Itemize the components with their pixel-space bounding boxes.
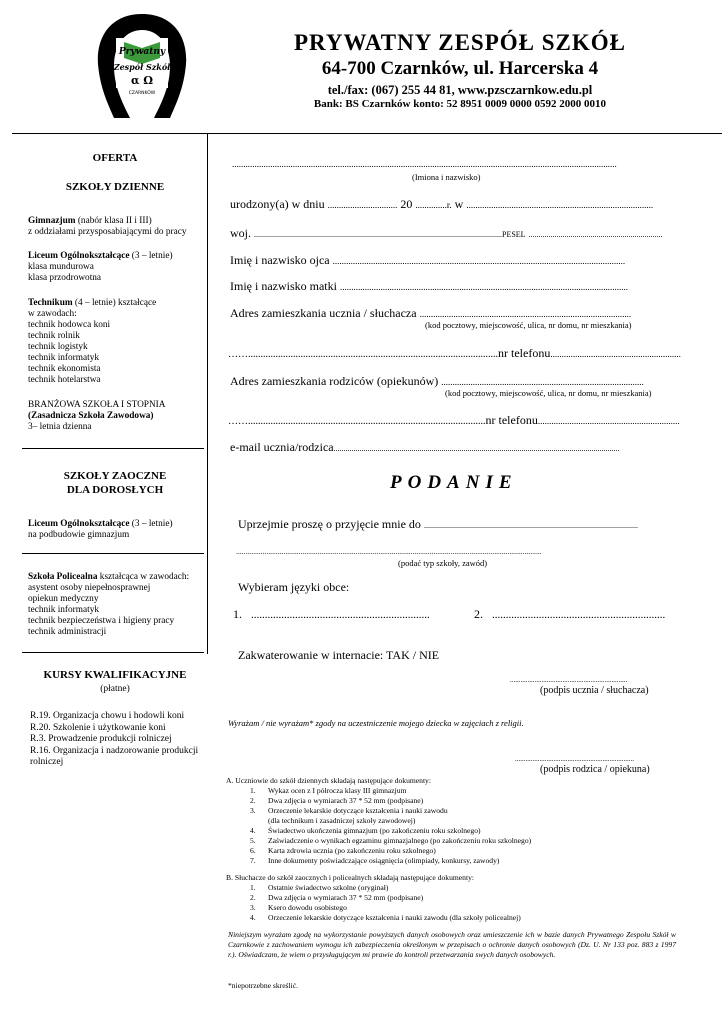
- list-item: 2. Dwa zdjęcia o wymiarach 37 * 52 mm (podpisane): [250, 796, 424, 805]
- pesel-field[interactable]: ...................................................................: [528, 230, 663, 239]
- evening-schools-heading: SZKOŁY ZAOCZNE: [63, 470, 167, 482]
- liceum-name: Liceum Ogólnokształcące: [28, 251, 130, 261]
- parents-phone-row: [228, 413, 680, 428]
- list-item: 3. Orzeczenie lekarskie dotyczące kształcenia i nauki zawodu: [250, 806, 448, 815]
- list-item: 3. Ksero dowodu osobistego: [250, 903, 347, 912]
- mother-label: Imię i nazwisko matki: [230, 279, 337, 293]
- gimnazjum-name: Gimnazjum: [28, 216, 76, 226]
- parents-address-label: Adres zamieszkania rodziców (opiekunów): [230, 374, 439, 388]
- day-schools-heading: SZKOŁY DZIENNE: [65, 181, 165, 193]
- woj-row: [230, 226, 663, 241]
- list-item: 7. Inne dokumenty poświadczające osiągnięcia (olimpiady, konkursy, zawody): [250, 856, 500, 865]
- name-hint: (Imiona i nazwisko): [412, 172, 481, 182]
- birth-year-field[interactable]: ..............r.: [415, 200, 452, 210]
- request-row: [238, 517, 638, 532]
- list-item: 1. Wykaz ocen z I półrocza klasy III gimnazjum: [250, 786, 407, 795]
- phone-label: nr telefonu: [498, 346, 551, 360]
- gimnazjum-block: Gimnazjum (nabór klasa II i III) z oddziałami przysposabiającymi do pracy: [28, 216, 187, 237]
- technikum-block: Technikum (4 – letnie) kształcące w zawodach: technik hodowca koni technik rolnik technik logistyk technik informatyk technik ekonomista technik hotelarstwa: [28, 298, 204, 386]
- sidebar-rule: [22, 448, 204, 449]
- school-logo: [92, 12, 192, 122]
- religion-consent: Wyrażam / nie wyrażam* zgody na uczestniczenie mojego dziecka w zajęciach z religii.: [228, 718, 524, 728]
- list-item: technik ekonomista: [28, 364, 101, 374]
- list-item: rolniczej: [30, 757, 64, 767]
- parents-address-line2-field[interactable]: ……...............................................................................................: [228, 416, 486, 427]
- parents-address-hint: (kod pocztowy, miejscowość, ulica, nr domu, nr mieszkania): [445, 388, 652, 398]
- documents-b-heading: B. Słuchacze do szkół zaocznych i policealnych składają następujące dokumenty:: [226, 873, 474, 882]
- student-signature-field[interactable]: ...................................................................: [510, 676, 628, 684]
- languages-label: Wybieram języki obce:: [238, 580, 350, 594]
- student-address-row: [230, 306, 631, 321]
- parents-address-row: [230, 374, 644, 389]
- courses-list: [30, 711, 206, 769]
- logo-text-zespol: Zespół Szkół: [113, 62, 171, 72]
- sidebar-rule: [22, 553, 204, 554]
- sidebar-rule: [22, 652, 204, 653]
- list-item: 2. Dwa zdjęcia o wymiarach 37 * 52 mm (podpisane): [250, 893, 424, 902]
- list-item: opiekun medyczny: [28, 594, 99, 604]
- offer-heading: OFERTA: [92, 152, 138, 164]
- list-item: 4. Orzeczenie lekarskie dotyczące kształcenia i nauki zawodu (dla szkoły policealnej): [250, 913, 521, 922]
- student-phone-row: [228, 346, 681, 361]
- school-address: 64-700 Czarnków, ul. Harcerska 4: [321, 58, 599, 79]
- list-item: 6. Karta zdrowia ucznia (po zakończeniu roku szkolnego): [250, 846, 436, 855]
- language-2-number: 2.: [474, 607, 483, 621]
- father-row: [230, 253, 625, 268]
- parent-signature-field[interactable]: ....................................................................: [515, 755, 634, 763]
- data-consent-text: Niniejszym wyrażam zgodę na wykorzystanie powyższych danych osobowych oraz umieszczenie ich w bazie danych Prywatnego Zespołu Szkół w Czarnkowie z zachowaniem wymogu ich zabezpieczenia określonym w przepisach o ochronie danych osobowych (Dz. U. Nr 133 poz. 883 z 1997 r.). Oświadczam, że wiem o przysługującym mi prawie do kontroli przetwarzania swych danych osobowych.: [228, 930, 676, 959]
- list-item: R.20. Szkolenie i użytkowanie koni: [30, 722, 166, 733]
- list-item: 4. Świadectwo ukończenia gimnazjum (po zakończeniu roku szkolnego): [250, 826, 481, 835]
- language-2-field[interactable]: ...............................................................: [492, 609, 666, 621]
- woj-label: woj.: [230, 226, 251, 240]
- sidebar-divider: [207, 134, 208, 654]
- logo-symbols: α Ω: [130, 74, 154, 87]
- technikum-name: Technikum: [28, 298, 73, 308]
- list-item: technik logistyk: [28, 342, 88, 352]
- list-item: klasa przodrowotna: [28, 273, 102, 283]
- student-address-line2-field[interactable]: ……....................................................................................................: [228, 349, 498, 360]
- list-item: technik informatyk: [28, 353, 99, 363]
- birth-row: urodzony(a) w dniu ............................... 20 ..............r. w ...................................................................................: [230, 197, 654, 211]
- list-item: technik informatyk: [28, 605, 99, 615]
- birth-date-field[interactable]: ...............................: [327, 200, 398, 210]
- liceum-zaoczne-block: Liceum Ogólnokształcące (3 – letnie) na podbudowie gimnazjum: [28, 519, 173, 540]
- documents-a-heading: A. Uczniowie do szkół dziennych składają następujące dokumenty:: [226, 776, 431, 785]
- school-contact: tel./fax: (067) 255 44 81, www.pzsczarnkow.edu.pl: [327, 83, 593, 97]
- courses-subheading: (płatne): [100, 684, 130, 694]
- student-address-label: Adres zamieszkania ucznia / słuchacza: [230, 306, 417, 320]
- mother-field[interactable]: ................................................................................................................................: [339, 282, 628, 292]
- birth-place-field[interactable]: ...................................................................................: [466, 200, 654, 210]
- name-field[interactable]: ...........................................................................................................................................................................: [232, 159, 617, 169]
- school-type-hint: (podać typ szkoły, zawód): [398, 558, 488, 568]
- list-item: R.3. Prowadzenie produkcji rolniczej: [30, 734, 172, 744]
- list-item: R.16. Organizacja i nadzorowanie produkcji: [30, 745, 199, 756]
- father-label: Imię i nazwisko ojca: [230, 253, 330, 267]
- dorm-label: Zakwaterowanie w internacie: TAK / NIE: [238, 648, 440, 662]
- birth-label: urodzony(a) w dniu: [230, 197, 325, 211]
- podanie-heading: PODANIE: [390, 472, 518, 493]
- parents-phone-field[interactable]: ...............................................................: [537, 416, 680, 426]
- list-item: technik rolnik: [28, 331, 80, 341]
- liceum-block: Liceum Ogólnokształcące (3 – letnie) klasa mundurowa klasa przodrowotna: [28, 251, 204, 284]
- list-item: technik bezpieczeństwa i higieny pracy: [28, 616, 175, 626]
- student-address-field[interactable]: ..............................................................................................: [419, 309, 632, 319]
- documents-b-list: [250, 883, 690, 923]
- language-1-number: 1.: [233, 607, 242, 621]
- list-item: technik hodowca koni: [28, 320, 111, 330]
- student-signature-hint: (podpis ucznia / słuchacza): [540, 685, 649, 696]
- student-address-hint: (kod pocztowy, miejscowość, ulica, nr domu, nr mieszkania): [425, 320, 632, 330]
- language-2-row: [474, 607, 665, 622]
- list-item: 1. Ostatnie świadectwo szkolne (oryginał): [250, 883, 389, 892]
- language-1-row: [233, 607, 430, 622]
- list-item: klasa mundurowa: [28, 262, 94, 272]
- footnote: *niepotrzebne skreślić.: [228, 981, 299, 990]
- policealna-block: Szkoła Policealna kształcąca w zawodach: asystent osoby niepełnosprawnej opiekun medyczny technik informatyk technik bezpieczeństwa i higieny pracy technik administracji: [28, 572, 204, 638]
- list-item: technik hotelarstwa: [28, 375, 101, 385]
- email-field[interactable]: ...............................................................................................................................................: [333, 444, 620, 453]
- list-item: R.19. Organizacja chowu i hodowli koni: [30, 711, 185, 721]
- student-phone-field[interactable]: ..........................................................: [550, 349, 681, 359]
- phone-label: nr telefonu: [485, 413, 538, 427]
- branzowa-block: BRANŻOWA SZKOŁA I STOPNIA (Zasadnicza Szkoła Zawodowa) 3– letnia dzienna: [28, 400, 166, 432]
- documents-a-list: [250, 786, 690, 866]
- parent-signature-hint: (podpis rodzica / opiekuna): [540, 764, 650, 775]
- school-bank-account: Bank: BS Czarnków konto: 52 8951 0009 0000 0592 2000 0010: [313, 98, 607, 110]
- mother-row: [230, 279, 628, 294]
- logo-text-czarnkow: CZARNKÓW: [128, 91, 156, 96]
- header-divider: [12, 133, 722, 134]
- evening-schools-heading-2: DLA DOROSŁYCH: [66, 484, 164, 496]
- email-label: e-mail ucznia/rodzica: [230, 440, 334, 454]
- list-item: (dla technikum i zasadniczej szkoły zawodowej): [268, 816, 416, 825]
- father-field[interactable]: ..................................................................................................................................: [332, 256, 626, 266]
- parents-address-field[interactable]: ..........................................................................................: [441, 377, 644, 387]
- list-item: technik administracji: [28, 627, 107, 637]
- email-row: [230, 440, 620, 455]
- logo-text-prywatny: Prywatny: [118, 47, 166, 57]
- list-item: asystent osoby niepełnosprawnej: [28, 583, 151, 593]
- request-label: Uprzejmie proszę o przyjęcie mnie do: [238, 517, 421, 531]
- courses-heading: KURSY KWALIFIKACYJNE: [43, 669, 187, 681]
- woj-field[interactable]: ............................................................................................................................PESEL: [254, 230, 526, 239]
- school-title: PRYWATNY ZESPÓŁ SZKÓŁ: [293, 30, 627, 55]
- language-1-field[interactable]: .................................................................: [251, 609, 430, 621]
- list-item: 5. Zaświadczenie o wynikach egzaminu gimnazjalnego (po zakończeniu roku szkolnego): [250, 836, 532, 845]
- school-type-field-line2[interactable]: .................................................................................................................................................................: [236, 547, 542, 556]
- school-type-field[interactable]: ...........................................................................................................: [423, 521, 638, 530]
